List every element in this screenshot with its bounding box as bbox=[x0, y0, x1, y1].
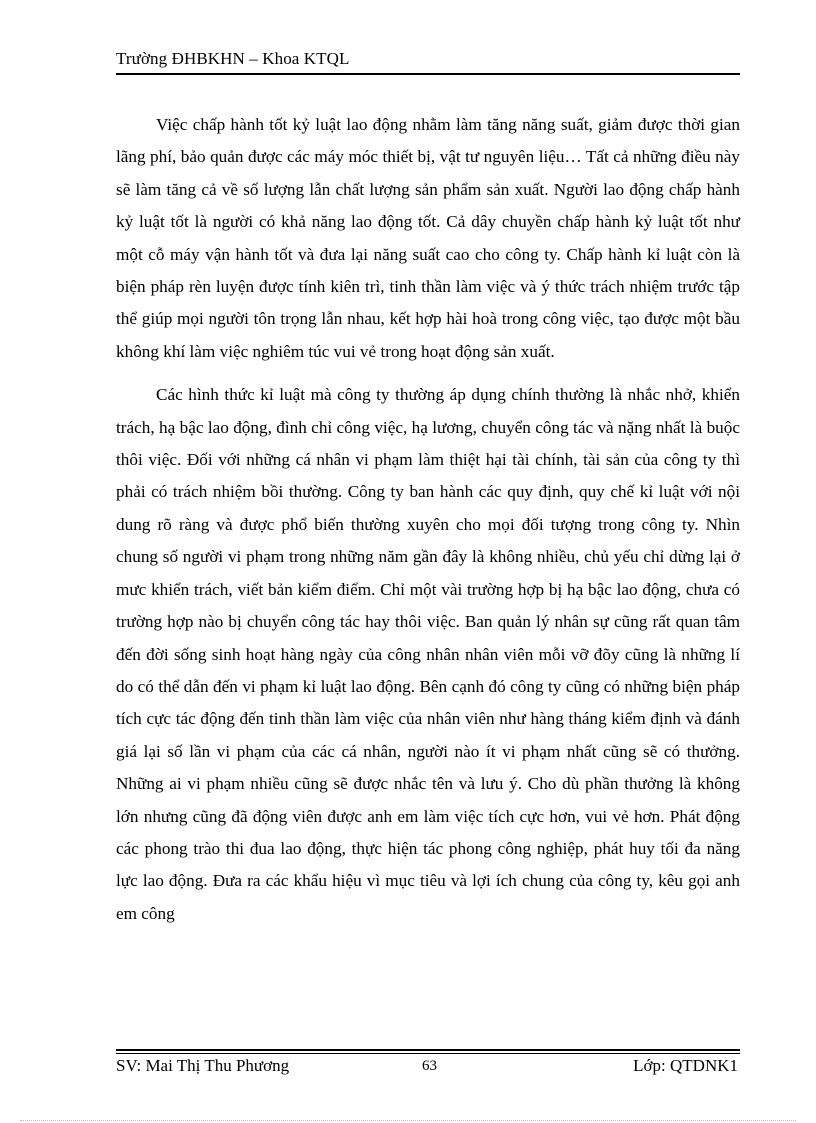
footer-student-name: SV: Mai Thị Thu Phương bbox=[116, 1056, 290, 1075]
page-bottom-border bbox=[20, 1120, 796, 1121]
footer-divider bbox=[116, 1049, 740, 1051]
document-body bbox=[116, 109, 740, 941]
header-title: Trường ĐHBKHN – Khoa KTQL bbox=[116, 49, 350, 68]
page-number: 63 bbox=[422, 1058, 437, 1074]
page-header bbox=[116, 47, 740, 75]
footer-divider-thin bbox=[116, 1053, 740, 1054]
paragraph: Việc chấp hành tốt kỷ luật lao động nhằm làm tăng năng suất, giảm được thời gian lãng phí, bảo quản được các máy móc thiết bị, vật tư nguyên liệu… Tất cả những điều này sẽ làm tăng cả về số lượng lẫn chất lượng sản phẩm sản xuất. Người lao động chấp hành kỷ luật tốt là người có khả năng lao động tốt. Cả dây chuyền chấp hành kỷ luật tốt như một cỗ máy vận hành tốt và đưa lại năng suất cao cho công ty. Chấp hành kỉ luật còn là biện pháp rèn luyện được tính kiên trì, tinh thần làm việc và ý thức trách nhiệm trước tập thể giúp mọi người tôn trọng lẫn nhau, kết hợp hài hoà trong công việc, tạo được một bầu không khí làm việc nghiêm túc vui vẻ trong hoạt động sản xuất. bbox=[116, 115, 740, 361]
paragraph: Các hình thức kỉ luật mà công ty thường áp dụng chính thường là nhắc nhở, khiển trách, hạ bậc lao động, đình chỉ công việc, hạ lương, chuyển công tác và nặng nhất là buộc thôi việc. Đối với những cá nhân vi phạm làm thiệt hại tài chính, tài sản của công ty thì phải có trách nhiệm bồi thường. Công ty ban hành các quy định, quy chế kỉ luật với nội dung rõ ràng và được phổ biến thường xuyên cho mọi đối tượng trong công ty. Nhìn chung số người vi phạm trong những năm gần đây là không nhiều, chủ yếu chỉ dừng lại ở mưc khiển trách, viết bản kiểm điểm. Chỉ một vài trường hợp bị hạ bậc lao động, chưa có trường hợp nào bị chuyển công tác hay thôi việc. Ban quản lý nhân sự cũng rất quan tâm đến đời sống sinh hoạt hàng ngày của công nhân nhân viên mỗi vỡ đõy cũng là những lí do có thể dẫn đến vi phạm kỉ luật lao động. Bên cạnh đó công ty cũng có những biện pháp tích cực tác động đến tinh thần làm việc của nhân viên như hàng tháng kiểm định và đánh giá lại số lần vi phạm của các cá nhân, người nào ít vi phạm nhất cũng sẽ có thưởng. Những ai vi phạm nhiều cũng sẽ được nhắc tên và lưu ý. Cho dù phần thưởng là không lớn nhưng cũng đã động viên được anh em làm việc tích cực hơn, vui vẻ hơn. Phát động các phong trào thi đua lao động, thực hiện tác phong công nghiệp, phát huy tối đa năng lực lao động. Đưa ra các khẩu hiệu vì mục tiêu và lợi ích chung của công ty, kêu gọi anh em công bbox=[116, 385, 740, 923]
footer-class-code: Lớp: QTDNK1 bbox=[633, 1056, 738, 1075]
